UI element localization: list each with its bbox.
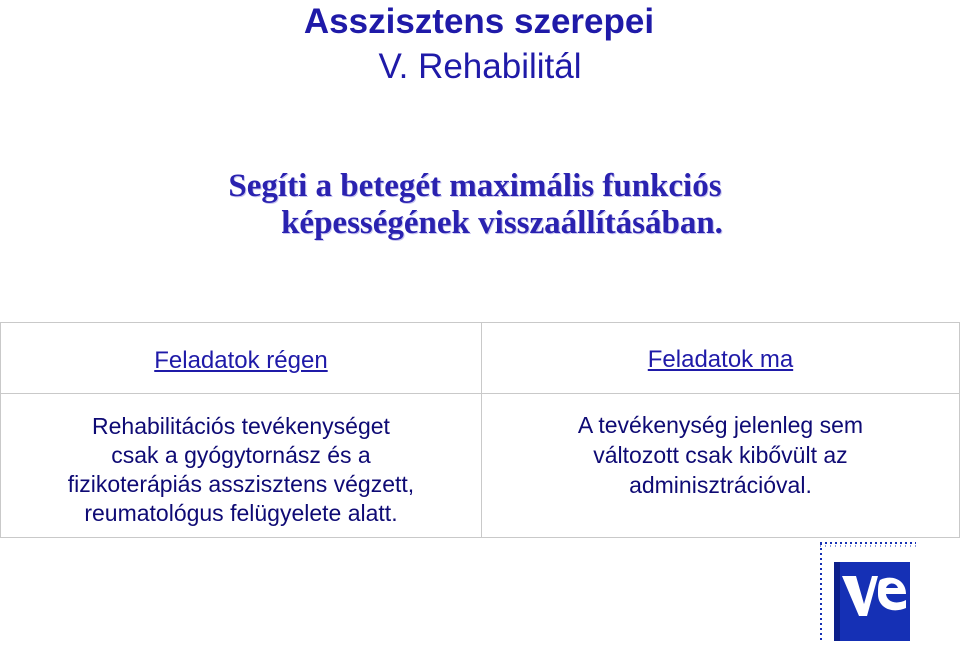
slide-title: Asszisztens szerepei [303,2,655,41]
present-text-line: adminisztrációval. [629,471,812,498]
tasks-comparison-table [0,322,960,538]
slide-subtitle-heading: V. Rehabilitál [378,47,582,86]
header-past-label: Feladatok régen [154,347,328,374]
description-line-2: képességének visszaállításában. [281,205,723,241]
present-text-line: változott csak kibővült az [593,441,848,468]
ve-logo [820,542,916,641]
header-cell-past [1,323,482,394]
past-text-line: csak a gyógytornász és a [111,441,371,468]
header-cell-present [481,323,959,394]
table-header-row [1,323,960,394]
body-cell-present [481,394,959,538]
body-cell-past [1,394,482,538]
header-present-label: Feladatok ma [647,346,794,373]
past-text-line: reumatológus felügyelete alatt. [84,499,398,526]
table-body-row [1,394,960,538]
past-text-line: Rehabilitációs tevékenységet [92,412,390,439]
past-text-line: fizikoterápiás asszisztens végzett, [67,470,415,497]
ve-logo-graphic [820,542,916,641]
present-text-line: A tevékenység jelenleg sem [577,411,864,438]
description-line-1: Segíti a betegét maximális funkciós [228,168,722,204]
